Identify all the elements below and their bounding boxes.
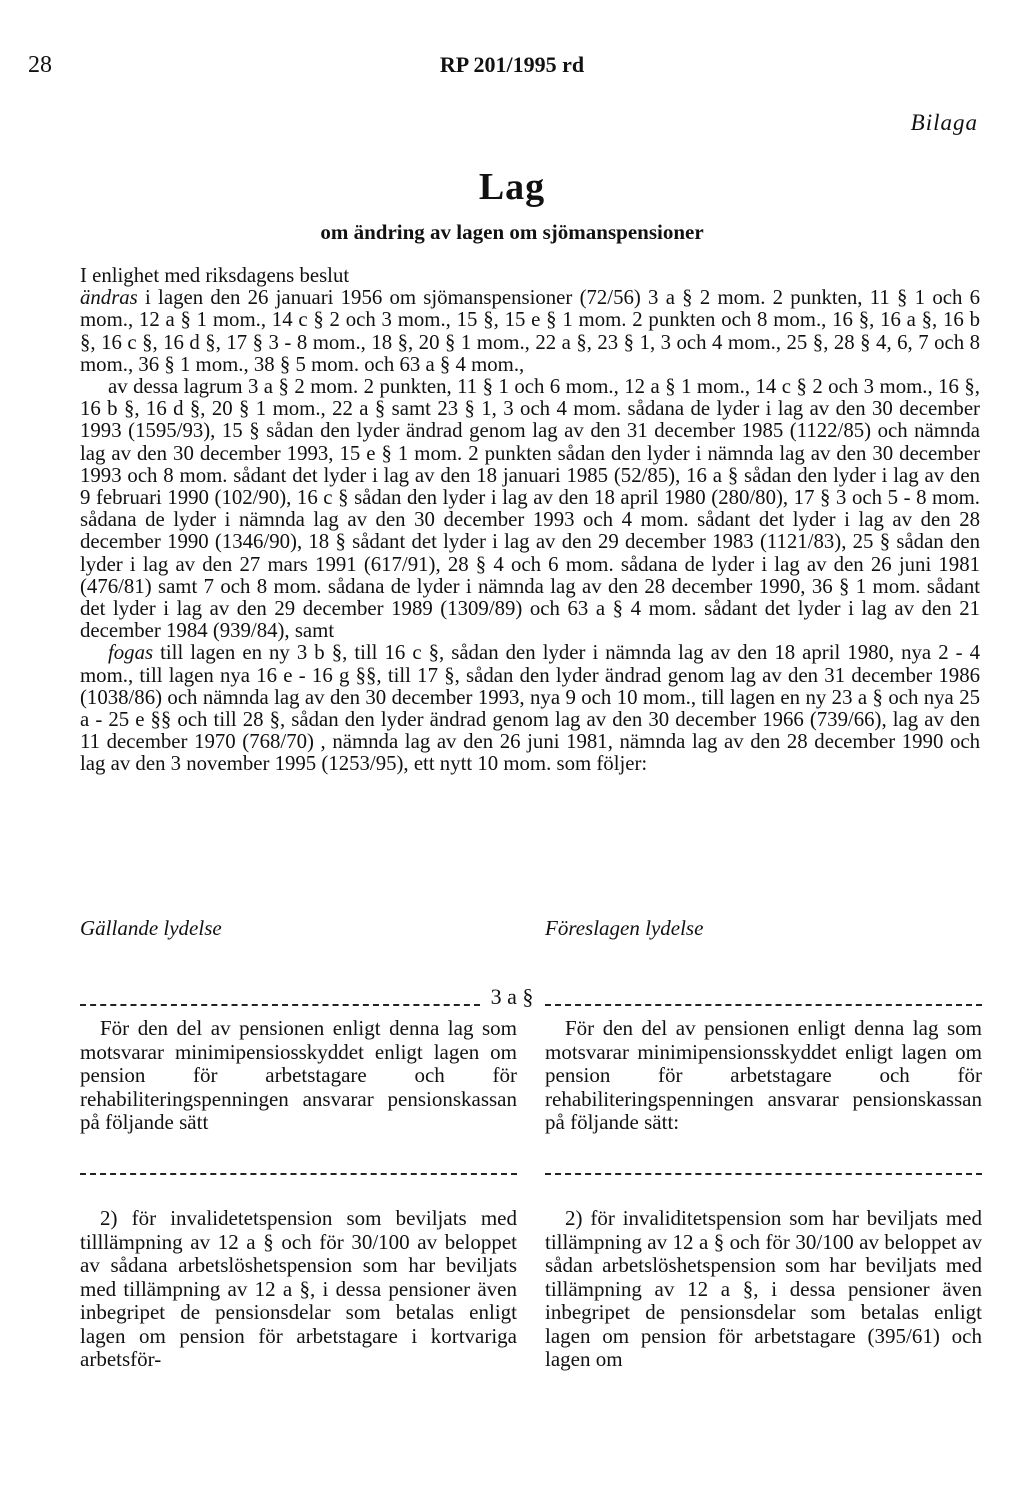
addition-clause [80,642,980,775]
amend-keyword: ändras [80,286,138,310]
law-title: Lag [478,166,546,208]
amendment-text: i lagen den 26 januari 1956 om sjömanspensioner (72/56) 3 a § 2 mom. 2 punkten, 11 § 1 och 6 mom., 12 a § 1 mom., 14 c § 2 och 3 mom., 15 §, 15 e § 1 mom. 2 punkten och 8 mom., 16 §, 16 a §, 16 b §, 16 c §, 16 d §, 17 § 3 - 8 mom., 18 §, 20 § 1 mom., 22 a §, 23 § 1, 3 och 4 mom., 25 §, 28 § 4, 6, 7 och 8 mom., 36 § 1 mom., 38 § 5 mom. och 63 a § 4 mom., [80,286,980,376]
current-paragraph-1: För den del av pensionen enligt denna lag som motsvarar minimipensiosskyddet enligt lagen om pension för arbetstagare och för rehabiliteringspenningen ansvarar pensionskassan på följande sätt [80,1016,517,1134]
omission-rule-right-2 [545,1173,982,1175]
proposed-wording-heading: Föreslagen lydelse [545,916,704,940]
current-paragraph-2: 2) för invalidetetspension som beviljats med tilllämpning av 12 a § och för 30/100 av beloppet av sådana arbetslöshetspension som har beviljats med tillämpning av 12 a §, i dessa pensioner även inbegripet de pensionsdelar som betalas enligt lagen om pension för arbetstagare i kortvariga arbetsför- [80,1206,517,1371]
law-subtitle: om ändring av lagen om sjömanspensioner [320,220,704,244]
page-number: 28 [28,52,52,78]
add-keyword: fogas [108,641,154,665]
preamble-intro: I enlighet med riksdagens beslut [80,264,350,287]
current-wording-heading: Gällande lydelse [80,916,222,940]
preamble [80,265,980,776]
amendment-clause [80,287,980,376]
proposed-paragraph-1: För den del av pensionen enligt denna lag som motsvarar minimipensionsskyddet enligt lagen om pension för arbetstagare och för rehabiliteringspenningen ansvarar pensionskassan på följande sätt: [545,1016,982,1134]
appendix-label: Bilaga [910,110,978,135]
provisions-clause: av dessa lagrum 3 a § 2 mom. 2 punkten, 11 § 1 och 6 mom., 12 a § 1 mom., 14 c § 2 och 3 mom., 16 §, 16 b §, 16 d §, 20 § 1 mom., 22 a § samt 23 § 1, 3 och 4 mom. sådana de lyder i lag av den 30 december 1993 (1595/93), 15 § sådan den lyder ändrad genom lag av den 31 december 1985 (1122/85) och nämnda lag av den 30 december 1993, 15 e § 1 mom. 2 punkten sådan den lyder i nämnda lag av den 30 december 1993 och 8 mom. sådant det lyder i lag av den 18 januari 1985 (52/85), 16 a § sådan den lyder i lag av den 9 februari 1990 (102/90), 16 c § sådan den lyder i lag av den 18 april 1980 (280/80), 17 § 3 och 5 - 8 mom. sådana de lyder i nämnda lag av den 30 december 1993 och 4 mom. sådant det lyder i lag av den 28 december 1990 (1346/90), 18 § sådant det lyder i lag av den 29 december 1983 (1121/83), 25 § sådan den lyder i lag av den 27 mars 1991 (617/91), 28 § 4 och 6 mom. sådana de lyder i lag av den 26 juni 1981 (476/81) samt 7 och 8 mom. sådana de lyder i nämnda lag av den 28 december 1990, 36 § 1 mom. sådant det lyder i lag av den 29 december 1989 (1309/89) och 63 a § 4 mom. sådant det lyder i lag av den 21 december 1984 (939/84), samt [80,375,980,643]
omission-rule-right-1 [545,1004,982,1006]
omission-rule-left-1 [80,1004,480,1006]
section-heading: 3 a § [490,984,534,1009]
omission-rule-left-2 [80,1173,517,1175]
addition-text: till lagen en ny 3 b §, till 16 c §, sådan den lyder i nämnda lag av den 18 april 1980, nya 2 - 4 mom., till lagen nya 16 e - 16 g §§, till 17 §, sådan den lyder ändrad genom lag av den 31 december 1986 (1038/86) och nämnda lag av den 30 december 1993, nya 9 och 10 mom., till lagen en ny 23 a § och nya 25 a - 25 e §§ och till 28 §, sådan den lyder ändrad genom lag av den 30 december 1966 (739/66), lag av den 11 december 1970 (768/70) , nämnda lag av den 26 juni 1981, nämnda lag av den 28 december 1990 och lag av den 3 november 1995 (1253/95), ett nytt 10 mom. som följer: [80,641,980,776]
running-head: RP 201/1995 rd [439,52,585,77]
proposed-paragraph-2: 2) för invaliditetspension som har beviljats med tillämpning av 12 a § och för 30/100 av beloppet av sådan arbetslöshetspension som har beviljats med tillämpning av 12 a §, i dessa pensioner även inbegripet de pensionsdelar som betalas enligt lagen om pension för arbetstagare (395/61) och lagen om [545,1206,982,1371]
